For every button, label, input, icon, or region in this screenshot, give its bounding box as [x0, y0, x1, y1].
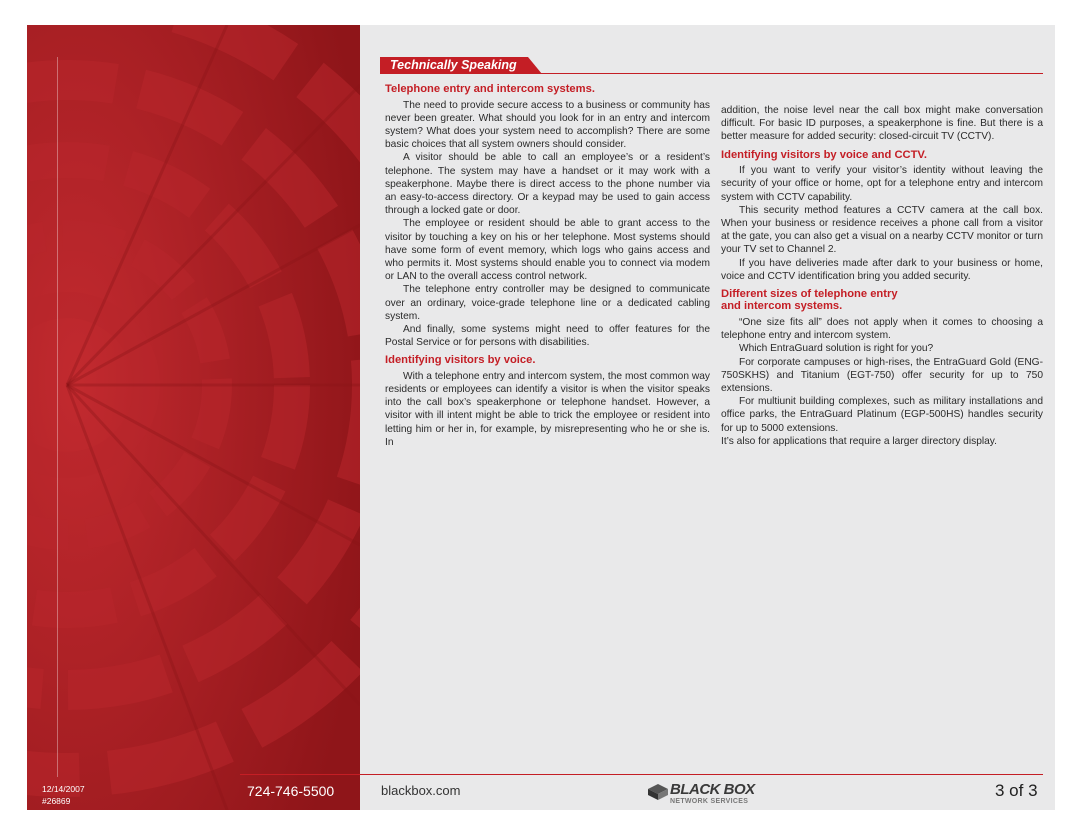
paragraph: With a telephone entry and intercom system, the most common way residents or employees can identify a visitor is when the visitor speaks into the call box’s speakerphone or telephone handset. However, a visitor with ill intent might be able to trick the employee or resident into letting him or her in, for example, by misrepresenting who he or she is. In — [385, 370, 710, 448]
paragraph: “One size fits all” does not apply when it comes to choosing a telephone entry and intercom system. — [721, 316, 1043, 342]
paragraph: addition, the noise level near the call box might make conversation difficult. For basic ID purposes, a speakerphone is fine. But there is a better measure for added security: closed-circuit TV (CCTV). — [721, 105, 1043, 143]
paragraph: If you want to verify your visitor’s identity without leaving the security of your office or home, opt for a telephone entry and intercom system with CCTV capability. — [721, 165, 1043, 203]
paragraph: And finally, some systems might need to offer features for the Postal Service or for persons with disabilities. — [385, 323, 710, 349]
section-tab-label: Technically Speaking — [380, 57, 528, 74]
heading-identifying-by-voice: Identifying visitors by voice. — [385, 354, 536, 367]
paragraph: The employee or resident should be able to grant access to the visitor by touching a key on his or her telephone. Most systems should have some form of event memory, which logs who gains access and who permits it. Most systems should enable you to connect via modem or LAN to the overall access control network. — [385, 218, 710, 283]
heading-telephone-entry: Telephone entry and intercom systems. — [385, 83, 595, 95]
paragraph: The telephone entry controller may be designed to communicate over an ordinary, voice-grade telephone line or a dedicated cabling system. — [385, 284, 710, 322]
page-number: 3 of 3 — [995, 781, 1038, 800]
decorative-red-panel — [27, 25, 360, 810]
heading-different-sizes — [721, 288, 1043, 313]
heading-line: and intercom systems. — [721, 300, 843, 313]
article-column-right — [721, 104, 1043, 448]
paragraph: For multiunit building complexes, such as military installations and office parks, the EntraGuard Platinum (EGP-500HS) handles security for up to 5000 extensions. — [721, 396, 1043, 434]
section-rule — [380, 73, 1043, 74]
footer-rule — [240, 774, 1043, 775]
footer-doc-id: #26869 — [42, 796, 71, 806]
paragraph: This security method features a CCTV camera at the call box. When your business or residence receives a phone call from a visitor at the gate, you can also get a visual on a nearby CCTV monitor or turn your TV set to Channel 2. — [721, 204, 1043, 256]
footer-phone[interactable]: 724-746-5500 — [247, 783, 335, 799]
heading-identifying-by-voice-cctv: Identifying visitors by voice and CCTV. — [721, 148, 927, 161]
paragraph: It’s also for applications that require a larger directory display. — [721, 435, 997, 447]
paragraph: If you have deliveries made after dark to your business or home, voice and CCTV identification bring you added security. — [721, 257, 1043, 282]
article-column-left — [385, 83, 710, 449]
paragraph: For corporate campuses or high-rises, the EntraGuard Gold (ENG-750SKHS) and Titanium (EGT-750) offer security for up to 750 extensions. — [721, 356, 1043, 394]
footer-website-link[interactable]: blackbox.com — [381, 783, 461, 798]
footer-date: 12/14/2007 — [42, 784, 85, 794]
paragraph: Which EntraGuard solution is right for you? — [739, 343, 934, 355]
black-box-logo — [648, 782, 758, 808]
cube-logo-icon — [648, 784, 668, 800]
paragraph: A visitor should be able to call an employee’s or a resident’s telephone. The system may have a handset or it may work with a speakerphone. Maybe there is direct access to the phone number via an easy-to-access directory. Or a keypad may be used to gain access through a locked gate or door. — [385, 152, 710, 217]
panel-vertical-rule — [57, 57, 58, 777]
logo-subtext: NETWORK SERVICES — [670, 798, 749, 805]
paragraph: The need to provide secure access to a business or community has never been greater. What should you look for in an entry and intercom system? What does your system need to accomplish? There are some basic choices that all system owners should consider. — [385, 99, 710, 151]
heading-line: Different sizes of telephone entry — [721, 287, 898, 300]
section-tab-slant — [528, 57, 542, 74]
logo-text: BLACK BOX — [670, 781, 755, 798]
radial-pattern-graphic — [27, 25, 360, 810]
